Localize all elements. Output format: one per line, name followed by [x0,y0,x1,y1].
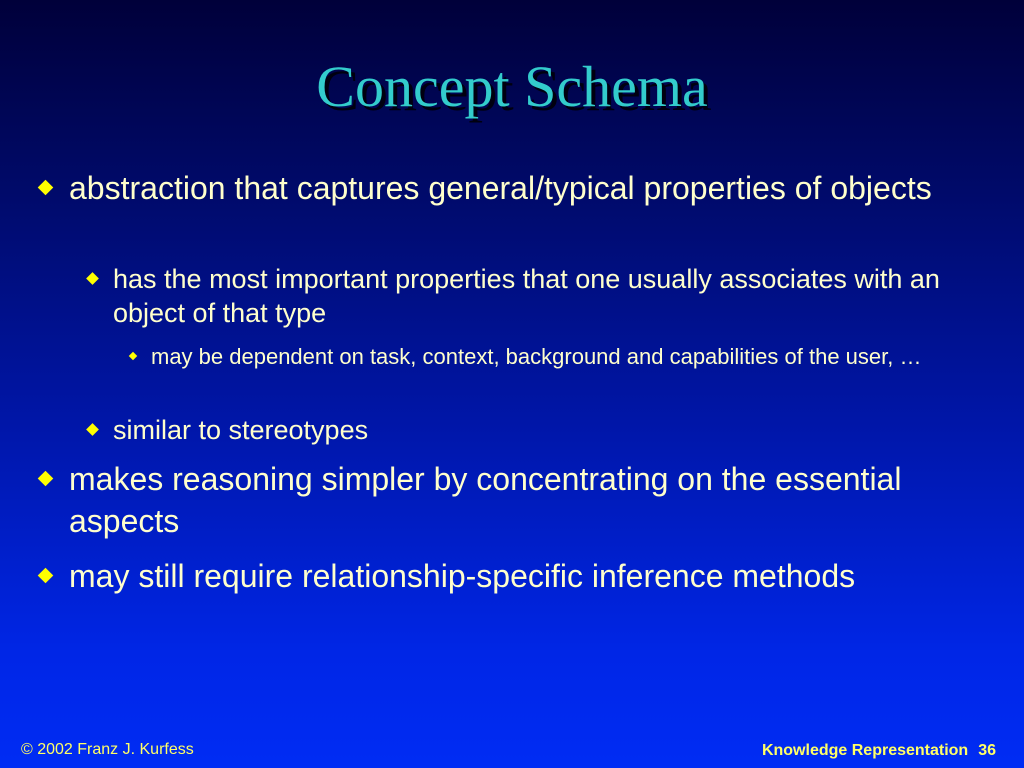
diamond-bullet-icon [38,568,54,584]
bullet-item [151,341,1011,372]
footer-course-title: Knowledge Representation [761,742,969,759]
bullet-text: has the most important properties that one usually associates with an object of that type [113,264,940,328]
footer-copyright: © 2002 Franz J. Kurfess [21,741,194,758]
bullet-text: may be dependent on task, context, background and capabilities of the user, … [151,344,922,369]
bullet-item [113,413,993,447]
diamond-bullet-icon [86,272,99,285]
footer-info [762,741,996,761]
bullet-text: abstraction that captures general/typical properties of objects [69,170,932,206]
diamond-bullet-icon [129,352,137,360]
bullet-item [69,167,999,209]
diamond-bullet-icon [38,180,54,196]
diamond-bullet-icon [86,423,99,436]
bullet-text: makes reasoning simpler by concentrating on the essential aspects [69,461,902,539]
bullet-text: similar to stereotypes [113,415,369,445]
bullet-item [113,262,993,330]
bullet-text: may still require relationship-specific inference methods [69,558,856,594]
slide-title: Concept Schema [316,54,708,119]
page-number: 36 [978,742,996,759]
bullet-item [69,458,999,542]
bullet-item [69,555,999,597]
diamond-bullet-icon [38,471,54,487]
